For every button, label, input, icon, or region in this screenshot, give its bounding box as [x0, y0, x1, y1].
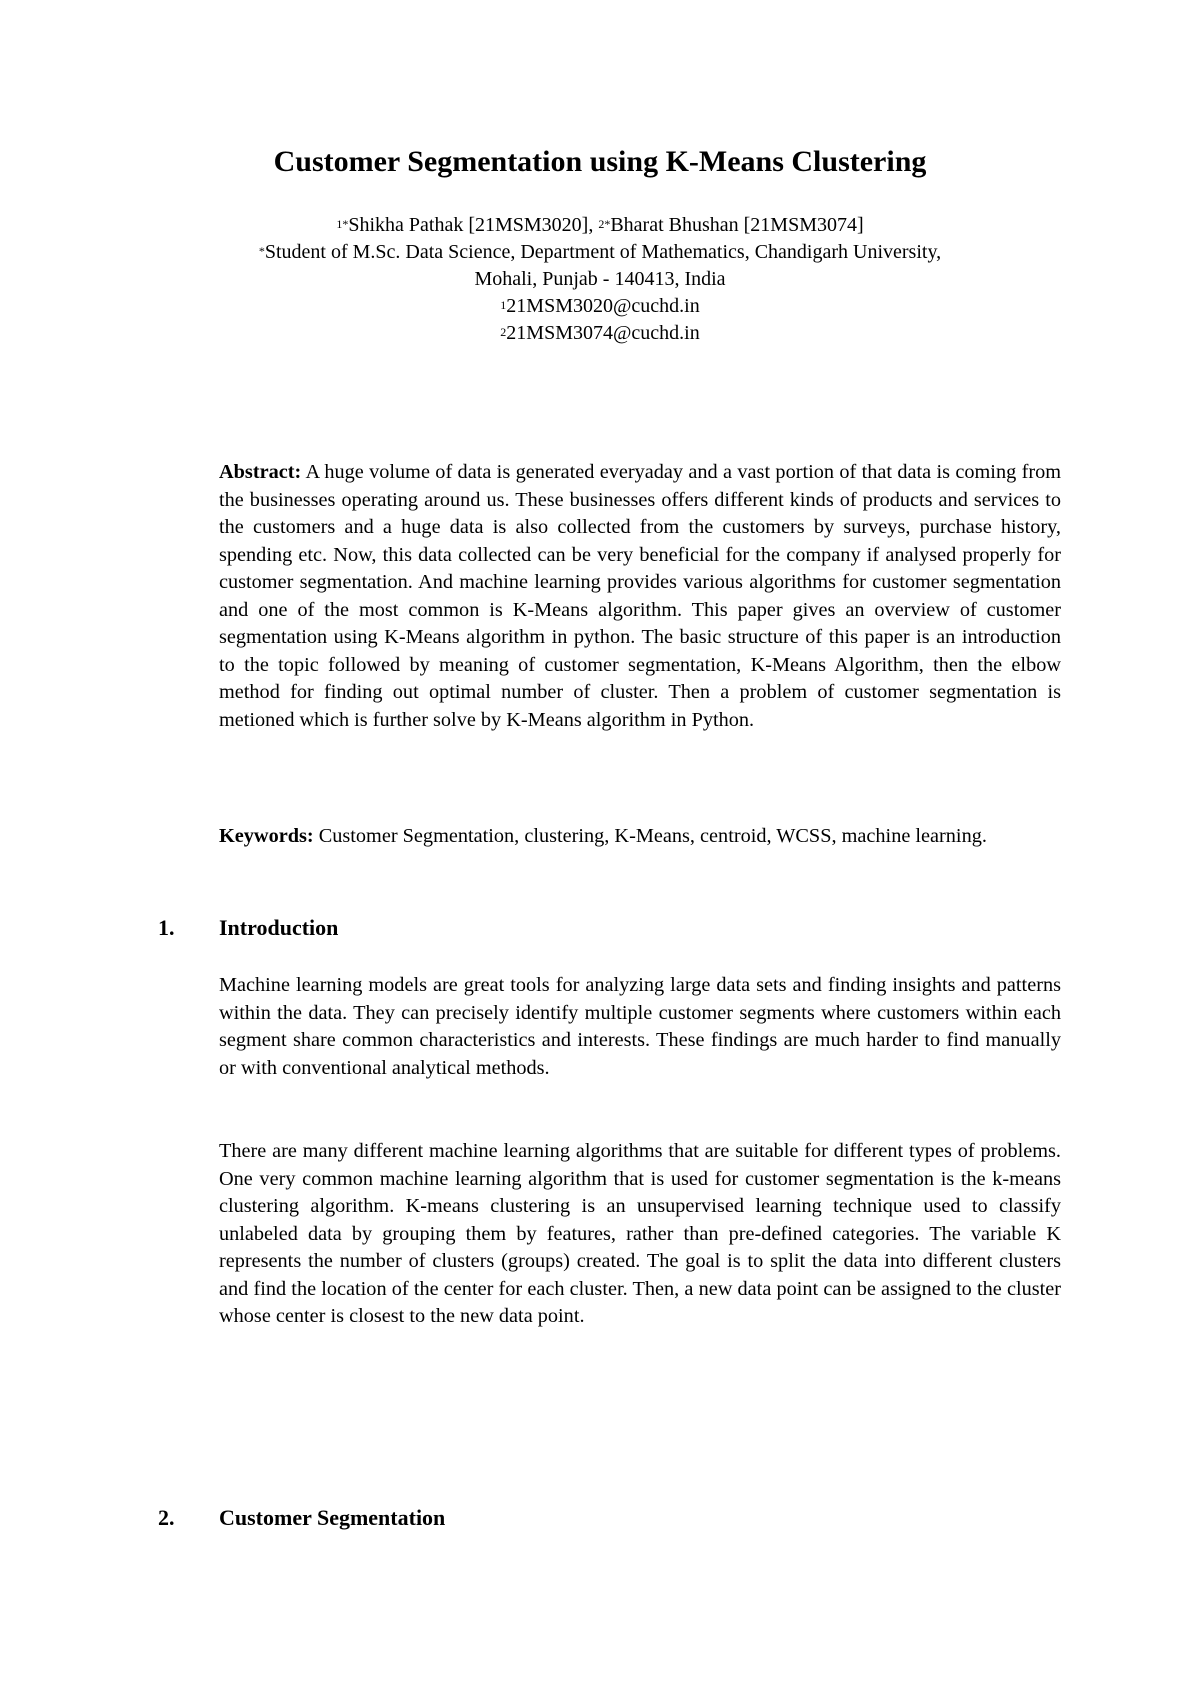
email1-line	[0, 293, 1200, 320]
author1-superscript: 1*	[336, 217, 349, 231]
keywords-text: Customer Segmentation, clustering, K-Means, centroid, WCSS, machine learning.	[313, 825, 987, 847]
section-heading-introduction	[158, 913, 338, 943]
email1-superscript: 1	[500, 298, 507, 312]
section-title: Customer Segmentation	[219, 1505, 446, 1530]
email2: 21MSM3074@cuchd.in	[506, 322, 700, 344]
paper-title: Customer Segmentation using K-Means Clustering	[273, 145, 927, 178]
section-title: Introduction	[219, 915, 339, 940]
email1: 21MSM3020@cuchd.in	[506, 295, 700, 317]
author1-name: Shikha Pathak [21MSM3020],	[348, 214, 599, 236]
abstract-text: A huge volume of data is generated everyaday and a vast portion of that data is coming from the businesses operating around us. These businesses offers different kinds of products and services to the customers and a huge data is also collected from the customers by surveys, purchase history, spending etc. Now, this data collected can be very beneficial for the company if analysed properly for customer segmentation. And machine learning provides various algorithms for customer segmentation and one of the most common is K-Means algorithm. This paper gives an overview of customer segmentation using K-Means algorithm in python. The basic structure of this paper is an introduction to the topic followed by meaning of customer segmentation, K-Means Algorithm, then the elbow method for finding out optimal number of cluster. Then a problem of customer segmentation is metioned which is further solve by K-Means algorithm in Python.	[219, 461, 1061, 731]
author2-superscript: 2*	[598, 217, 611, 231]
keywords-label: Keywords:	[219, 825, 314, 847]
paragraph: There are many different machine learning algorithms that are suitable for different types of problems. One very common machine learning algorithm that is used for customer segmentation is the k-means clustering algorithm. K-means clustering is an unsupervised learning technique used to classify unlabeled data by grouping them by features, rather than pre-defined categories. The variable K represents the number of clusters (groups) created. The goal is to split the data into different clusters and find the location of the center for each cluster. Then, a new data point can be assigned to the cluster whose center is closest to the new data point.	[219, 1140, 1061, 1327]
section-number: 2.	[158, 1505, 175, 1530]
keywords	[219, 823, 1061, 851]
affiliation-text: Student of M.Sc. Data Science, Department of Mathematics, Chandigarh University,	[264, 241, 942, 263]
email2-superscript: 2	[500, 325, 507, 339]
section-heading-customer-segmentation	[158, 1503, 445, 1533]
author-line	[0, 212, 1200, 239]
abstract-label: Abstract:	[219, 461, 302, 483]
email2-line	[0, 320, 1200, 347]
affiliation-superscript: *	[258, 244, 265, 258]
author-block	[0, 212, 1200, 347]
affiliation-address: Mohali, Punjab - 140413, India	[474, 268, 726, 290]
abstract	[219, 459, 1061, 734]
section-number: 1.	[158, 915, 175, 940]
author2-name: Bharat Bhushan [21MSM3074]	[610, 214, 864, 236]
paragraph: Machine learning models are great tools for analyzing large data sets and finding insights and patterns within the data. They can precisely identify multiple customer segments where customers within each segment share common characteristics and interests. These findings are much harder to find manually or with conventional analytical methods.	[219, 974, 1061, 1079]
affiliation-line	[0, 239, 1200, 266]
